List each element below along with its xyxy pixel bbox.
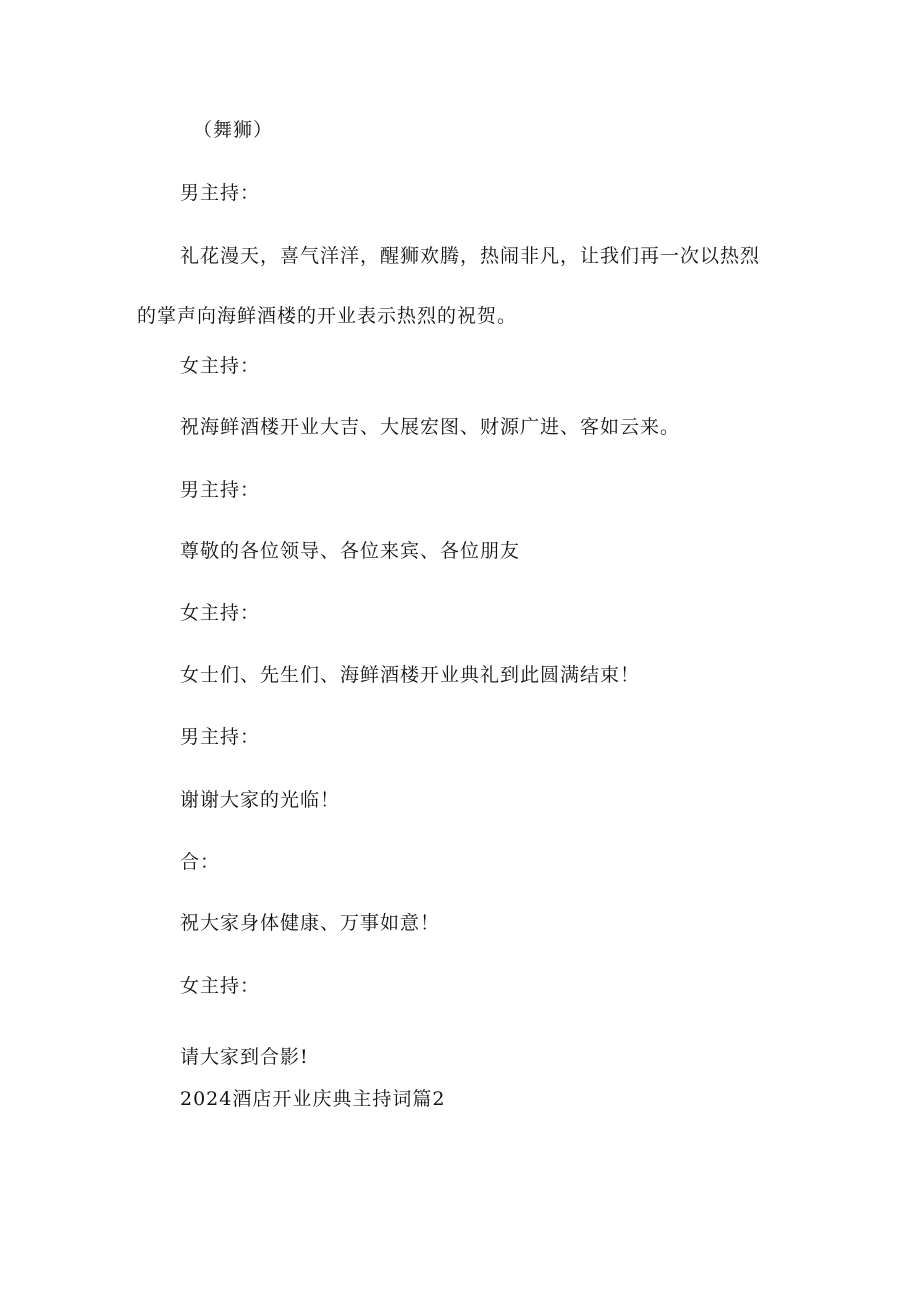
speaker-label: 合： bbox=[180, 851, 221, 873]
section-heading: 2024酒店开业庆典主持词篇2 bbox=[180, 1088, 446, 1110]
dialogue-line: 祝大家身体健康、万事如意！ bbox=[180, 912, 441, 934]
speaker-label: 女主持： bbox=[180, 975, 261, 997]
speaker-label: 女主持： bbox=[180, 355, 261, 377]
dialogue-line: 尊敬的各位领导、各位来宾、各位朋友 bbox=[180, 540, 521, 562]
speaker-label: 男主持： bbox=[180, 726, 261, 748]
speaker-label: 男主持： bbox=[180, 182, 261, 204]
dialogue-line: 请大家到合影! bbox=[180, 1046, 309, 1068]
speaker-label: 男主持： bbox=[180, 479, 261, 501]
dialogue-line: 谢谢大家的光临！ bbox=[180, 789, 341, 811]
dialogue-line: 祝海鲜酒楼开业大吉、大展宏图、财源广进、客如云来。 bbox=[180, 416, 681, 438]
stage-direction: （舞狮） bbox=[193, 119, 274, 141]
paragraph: 礼花漫天，喜气洋洋，醒狮欢腾，热闹非凡，让我们再一次以热烈的掌声向海鲜酒楼的开业表示热烈的祝贺。 bbox=[137, 245, 761, 327]
dialogue-line: 女士们、先生们、海鲜酒楼开业典礼到此圆满结束！ bbox=[180, 664, 641, 686]
speaker-label: 女主持： bbox=[180, 602, 261, 624]
